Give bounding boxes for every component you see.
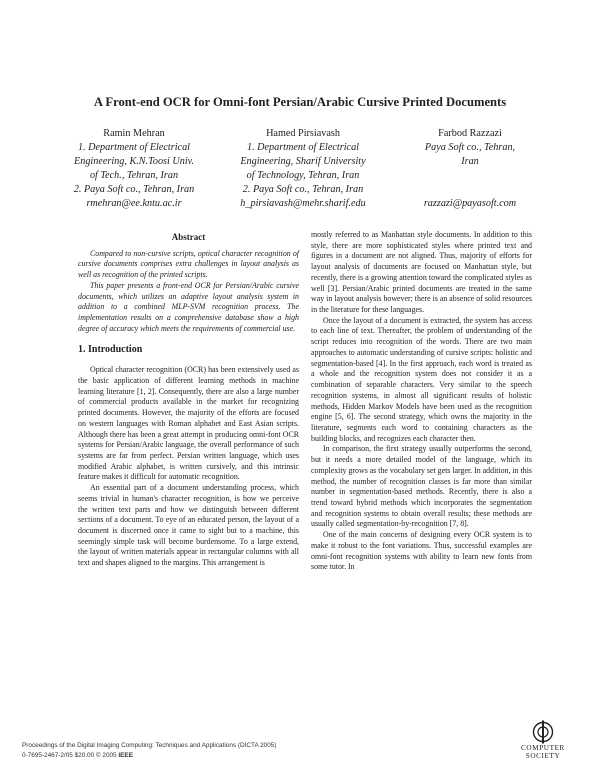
proceedings-line: Proceedings of the Digital Imaging Computing: Techniques and Applications (DICTA 2005) [22,742,277,749]
paper-title: A Front-end OCR for Omni-font Persian/Arabic Cursive Printed Documents [93,95,507,109]
abstract-paragraph: Compared to non-cursive scripts, optical character recognition of cursive documents comprises extra challenges in layout analysis as well as recognition of the printed scripts. [78,248,299,280]
author-affiliation: 1. Department of Electrical Engineering, K.N.Toosi Univ. of Tech., Tehran, Iran 2. Paya Soft co., Tehran, Iran rmehran@ee.kntu.ac.ir [73,142,195,209]
body-paragraph: Optical character recognition (OCR) has been extensively used as the basic application of different learning methods in machine learning literature [1, 2]. Consequently, there are also a large number of commercial products available in the market for recognizing printed documents. However, the majority of the efforts are focused on western languages with Roman alphabet and East Asian scripts. Although there has been a great attempt in producing omni-font OCR systems for Persian/Arabic language, the overall performance of such systems are far from perfect. Persian written language, which uses modified Arabic alphabet, is written cursively, and this intrinsic feature makes it difficult for automatic recognition. [78,365,299,482]
author-block-1 [58,127,210,211]
body-paragraph: Once the layout of a document is extracted, the system has access to each line of text. Thereafter, the problem of understanding of the script reduces into recognition of the words. There are two main approaches to automatic understanding of cursive scripts: holistic and segmentation-based [4]. In the first approach, each word is treated as a whole and the recognition system does not consider it as a combination of separable characters. Very similar to the speech recognition systems, in almost all significant results of holistic methods, Hidden Markov Models have been used as the recognition engine [5, 6]. The second strategy, which owns the majority in the literature, segments each word to containing characters as the building blocks, and recognizes each character then. [311,315,532,443]
ieee-mark: IEEE [118,752,133,759]
logo-text-society: SOCIETY [525,752,561,760]
page-footer [22,741,276,761]
author-name: Hamed Pirsiavash [266,128,340,139]
abstract-body [78,249,299,335]
left-column [78,232,299,569]
abstract-heading: Abstract [171,232,206,242]
author-name: Farbod Razzazi [438,128,502,139]
author-block-2 [222,127,384,211]
author-name: Ramin Mehran [103,128,165,139]
isbn-price-text: 0-7695-2467-2/05 $20.00 © 2005 [22,752,117,759]
body-paragraph: An essential part of a document understanding process, which seems trivial in human's character recognition, is how we perceive the written text parts and how we distinguish between different sections of a document. To eye of an educated person, the layout of a document is discerned once it came to sight but to a machine, this seemingly simple task will become burdensome. To a large extend, the layout of written materials appear in rectangular columns with all text and shapes aligned to the margins. This arrangement is [78,483,299,568]
computer-society-emblem-icon [532,720,554,744]
body-paragraph: mostly referred to as Manhattan style documents. In addition to this style, there are more sophisticated styles where printed text and figures in a document are not aligned. Thus, majority of efforts for layout analysis of documents are focused on Manhattan style, but recently, there is a growing attention toward the complicated styles as well [3]. Persian/Arabic printed documents are treated in the same way in layout analysis however; there is an absence of solid resources in the literature for these languages. [311,230,532,315]
author-block-3 [390,127,550,211]
right-column [311,230,532,573]
body-paragraph: In comparison, the first strategy usually outperforms the second, but it needs a more detailed model of the language, which its complexity grows as the vocabulary set gets larger. In addition, in this method, the number of recognition classes is far more than similar number in segmentation-based methods. Recently, there is also a trend toward hybrid methods which incorporates the segmentation and recognition systems to obtain overall results; these methods are usually called segmentation-by-recognition [7, 8]. [311,444,532,529]
logo-text-computer: COMPUTER [521,744,565,752]
body-paragraph: One of the main concerns of designing every OCR system is to make it robust to the font variations. Thus, successful examples are omni-font recognition systems with ability to learn new fonts from some tutor. In [311,530,532,572]
computer-society-logo [508,720,578,768]
abstract-paragraph: This paper presents a front-end OCR for Persian/Arabic cursive documents, which utilizes an adaptive layout analysis system in addition to a combined MLP-SVM recognition process. The implementation results on a comprehensive database show a high degree of accuracy which meets the requirements of commercial use. [78,280,299,333]
copyright-line [22,751,276,761]
introduction-heading: 1. Introduction [78,344,143,356]
author-affiliation: Paya Soft co., Tehran, Iran razzazi@payasoft.com [423,142,517,209]
author-affiliation: 1. Department of Electrical Engineering, Sharif University of Technology, Tehran, Iran 2. Paya Soft co., Tehran, Iran h_pirsiavash@mehr.sharif.edu [240,142,366,209]
